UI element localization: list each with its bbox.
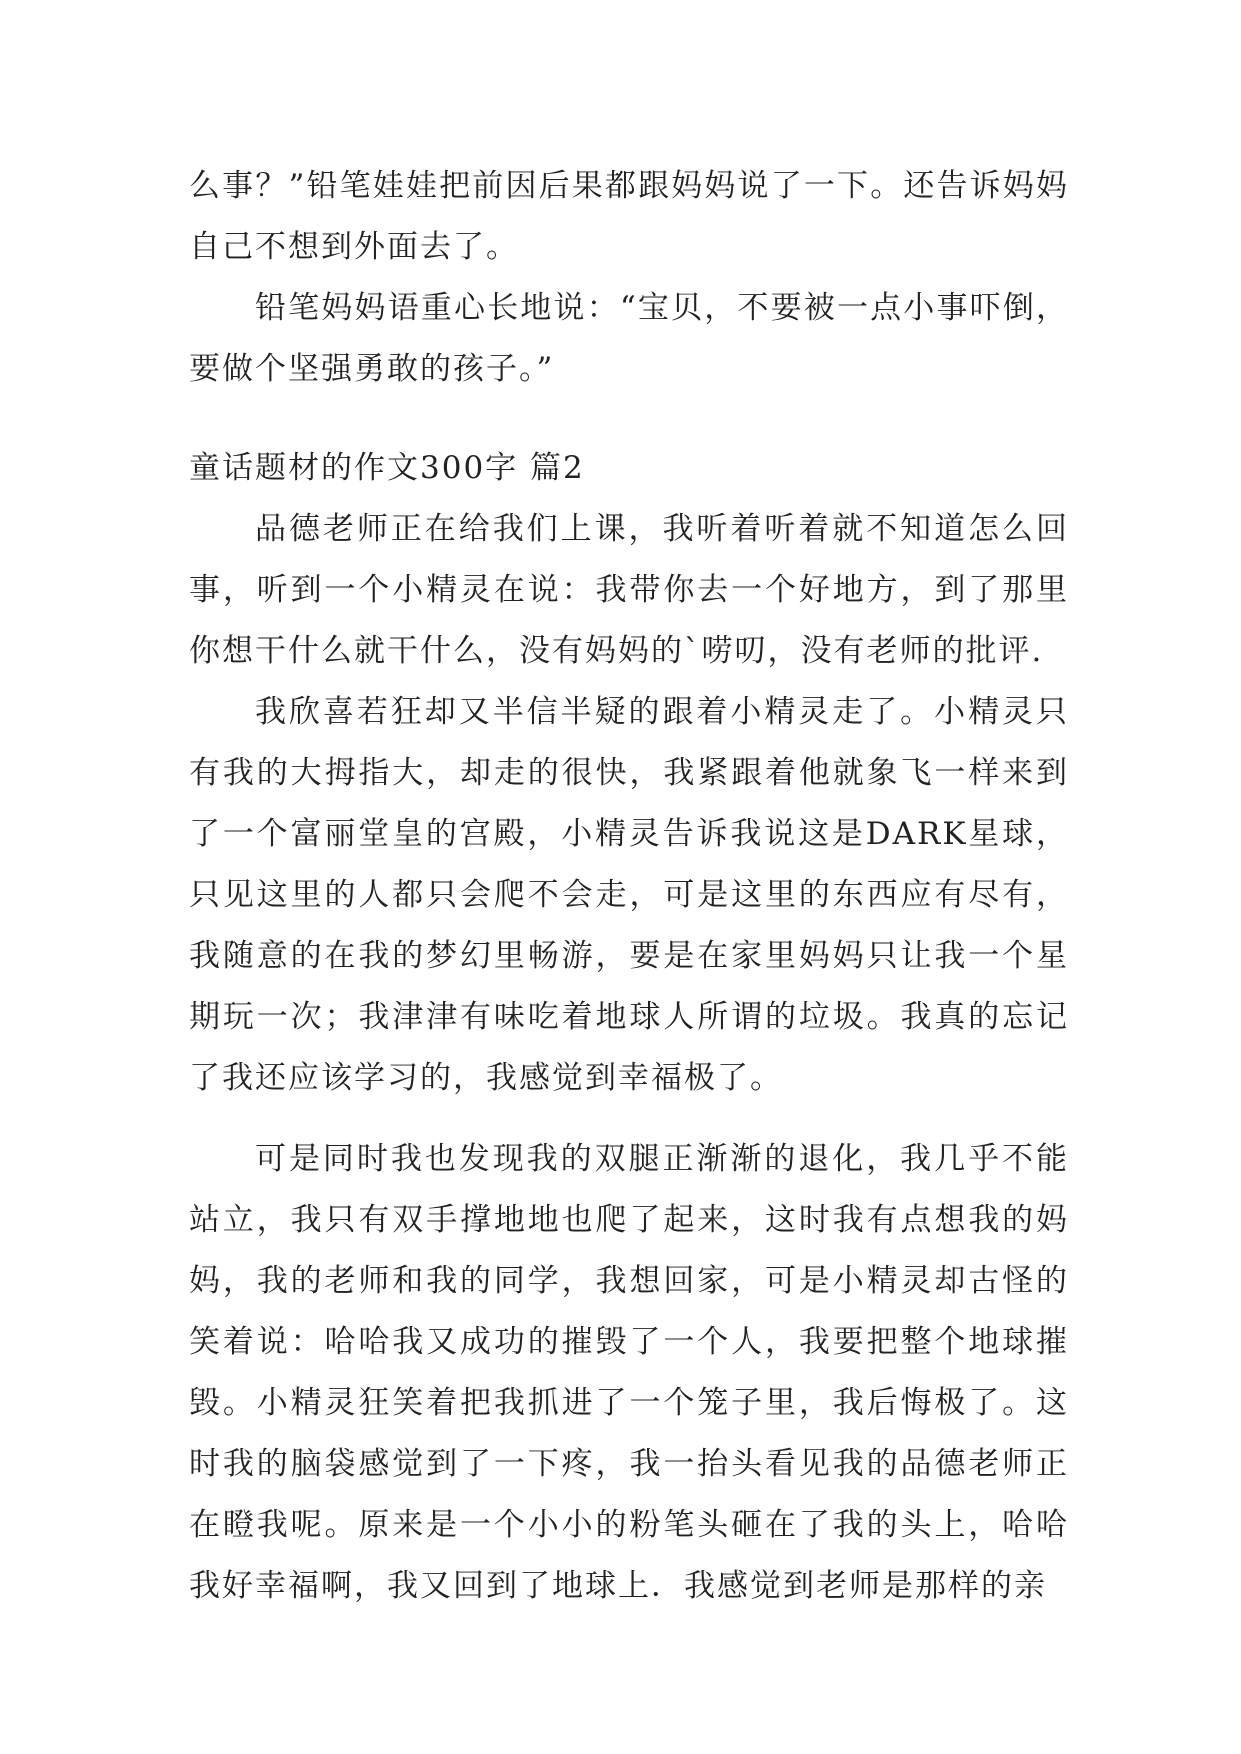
paragraph-mother-speech: 铅笔妈妈语重心长地说：“宝贝，不要被一点小事吓倒，要做个坚强勇敢的孩子。” [189, 290, 1069, 387]
paragraph-dark-planet: 我欣喜若狂却又半信半疑的跟着小精灵走了。小精灵只有我的大拇指大，却走的很快，我紧跟着他就象飞一样来到了一个富丽堂皇的宫殿，小精灵告诉我说这是DARK星球，只见这里的人都只会爬不会走，可是这里的东西应有尽有，我随意的在我的梦幻里畅游，要是在家里妈妈只让我一个星期玩一次；我津津有味吃着地球人所谓的垃圾。我真的忘记了我还应该学习的，我感觉到幸福极了。 [189, 694, 1069, 1096]
paragraph-waking-up: 可是同时我也发现我的双腿正渐渐的退化，我几乎不能站立，我只有双手撑地地也爬了起来，这时我有点想我的妈妈，我的老师和我的同学，我想回家，可是小精灵却古怪的笑着说：哈哈我又成功的摧毁了一个人，我要把整个地球摧毁。小精灵狂笑着把我抓进了一个笼子里，我后悔极了。这时我的脑袋感觉到了一下疼，我一抬头看见我的品德老师正在瞪我呢。原来是一个小小的粉笔头砸在了我的头上，哈哈我好幸福啊，我又回到了地球上．我感觉到老师是那样的亲 [189, 1141, 1069, 1604]
paragraph-class-daydream: 品德老师正在给我们上课，我听着听着就不知道怎么回事，听到一个小精灵在说：我带你去一个好地方，到了那里你想干什么就干什么，没有妈妈的`唠叨，没有老师的批评. [189, 511, 1069, 669]
paragraph-continuation: 么事？”铅笔娃娃把前因后果都跟妈妈说了一下。还告诉妈妈自己不想到外面去了。 [189, 168, 1069, 265]
section-title: 童话题材的作文300字 篇2 [189, 450, 585, 486]
document-body [189, 156, 1069, 1617]
